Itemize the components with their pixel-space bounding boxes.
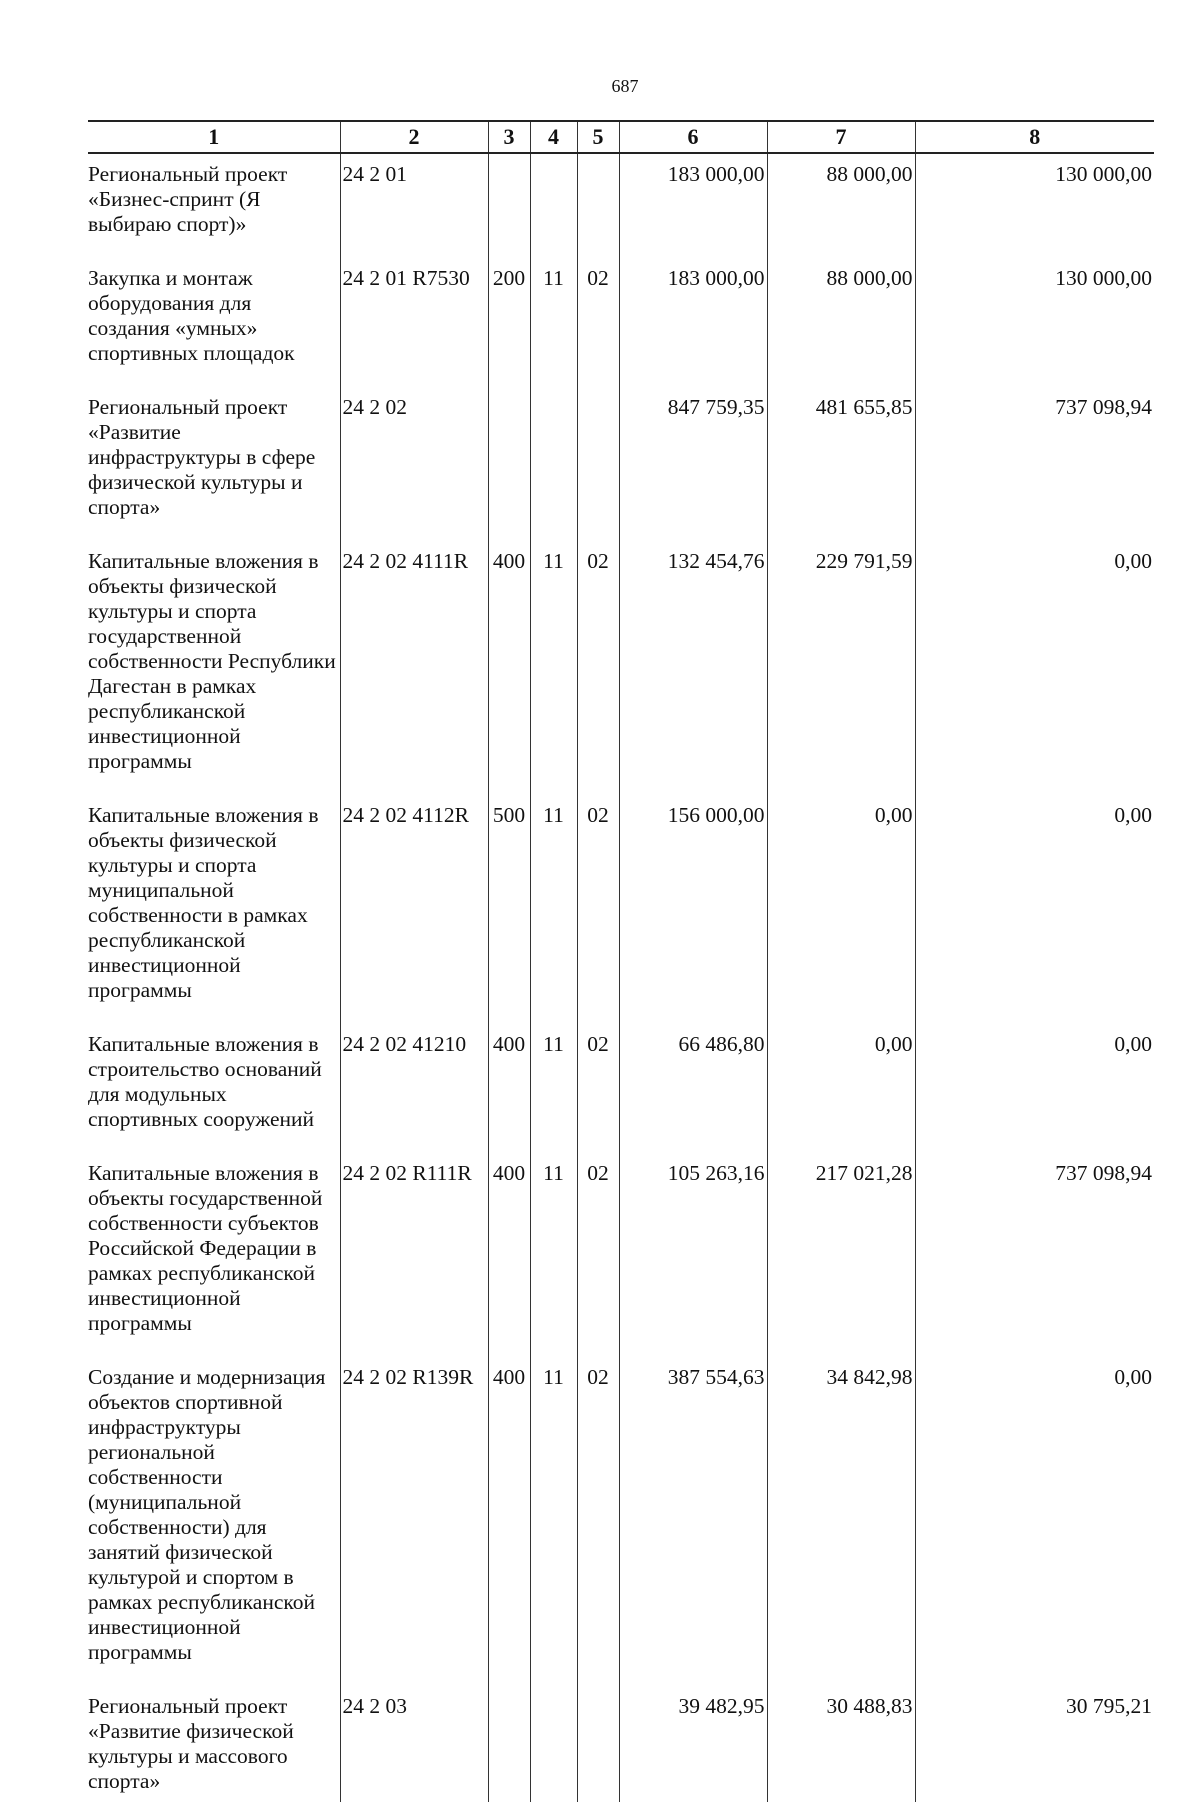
cell-v8: 130 000,00 xyxy=(915,153,1154,258)
cell-v6: 105 263,16 xyxy=(619,1153,767,1357)
table-row xyxy=(88,153,1154,258)
cell-c5: 02 xyxy=(577,258,619,387)
cell-v8: 737 098,94 xyxy=(915,387,1154,541)
cell-v7: 0,00 xyxy=(767,795,915,1024)
cell-c4: 11 xyxy=(530,1153,577,1357)
cell-v8: 0,00 xyxy=(915,1357,1154,1686)
cell-v8: 0,00 xyxy=(915,541,1154,795)
cell-v6: 387 554,63 xyxy=(619,1357,767,1686)
cell-c3: 400 xyxy=(488,1357,530,1686)
cell-c5 xyxy=(577,387,619,541)
cell-c4 xyxy=(530,153,577,258)
cell-code: 24 2 02 41210 xyxy=(340,1024,488,1153)
table-row xyxy=(88,1153,1154,1357)
cell-v7: 481 655,85 xyxy=(767,387,915,541)
table-row xyxy=(88,541,1154,795)
cell-c4: 11 xyxy=(530,258,577,387)
cell-code: 24 2 02 4112R xyxy=(340,795,488,1024)
cell-name: Капитальные вложения в объекты физической культуры и спорта государственной собственности Республики Дагестан в рамках республиканской инвестиционной программы xyxy=(88,541,340,795)
cell-v7: 217 021,28 xyxy=(767,1153,915,1357)
cell-c3: 200 xyxy=(488,258,530,387)
cell-c3: 400 xyxy=(488,541,530,795)
table-row xyxy=(88,1357,1154,1686)
col-header-2: 2 xyxy=(340,121,488,153)
cell-name: Создание и модернизация объектов спортивной инфраструктуры региональной собственности (муниципальной собственности) для занятий физической культурой и спортом в рамках республиканской инвестиционной программы xyxy=(88,1357,340,1686)
col-header-8: 8 xyxy=(915,121,1154,153)
cell-v8: 737 098,94 xyxy=(915,1153,1154,1357)
cell-c5: 02 xyxy=(577,1024,619,1153)
budget-table xyxy=(88,120,1154,1802)
table-row xyxy=(88,258,1154,387)
cell-name: Капитальные вложения в объекты физической культуры и спорта муниципальной собственности в рамках республиканской инвестиционной программы xyxy=(88,795,340,1024)
cell-c5: 02 xyxy=(577,541,619,795)
cell-c3 xyxy=(488,153,530,258)
cell-c4: 11 xyxy=(530,795,577,1024)
cell-c5: 02 xyxy=(577,795,619,1024)
table-row xyxy=(88,1686,1154,1802)
cell-code: 24 2 02 xyxy=(340,387,488,541)
cell-v6: 183 000,00 xyxy=(619,153,767,258)
cell-v7: 88 000,00 xyxy=(767,258,915,387)
col-header-7: 7 xyxy=(767,121,915,153)
cell-v6: 847 759,35 xyxy=(619,387,767,541)
cell-v8: 0,00 xyxy=(915,1024,1154,1153)
cell-code: 24 2 02 R111R xyxy=(340,1153,488,1357)
cell-v7: 0,00 xyxy=(767,1024,915,1153)
table-row xyxy=(88,795,1154,1024)
cell-c4 xyxy=(530,387,577,541)
col-header-3: 3 xyxy=(488,121,530,153)
cell-c5: 02 xyxy=(577,1153,619,1357)
cell-c4: 11 xyxy=(530,541,577,795)
cell-v6: 156 000,00 xyxy=(619,795,767,1024)
cell-v8: 30 795,21 xyxy=(915,1686,1154,1802)
cell-v7: 88 000,00 xyxy=(767,153,915,258)
col-header-5: 5 xyxy=(577,121,619,153)
cell-code: 24 2 02 R139R xyxy=(340,1357,488,1686)
cell-c3 xyxy=(488,387,530,541)
cell-c4 xyxy=(530,1686,577,1802)
cell-code: 24 2 01 R7530 xyxy=(340,258,488,387)
cell-v6: 66 486,80 xyxy=(619,1024,767,1153)
cell-c5: 02 xyxy=(577,1357,619,1686)
header-row xyxy=(88,121,1154,153)
cell-code: 24 2 02 4111R xyxy=(340,541,488,795)
cell-c3: 400 xyxy=(488,1153,530,1357)
cell-name: Региональный проект «Развитие инфраструктуры в сфере физической культуры и спорта» xyxy=(88,387,340,541)
col-header-1: 1 xyxy=(88,121,340,153)
cell-c3: 400 xyxy=(488,1024,530,1153)
cell-c4: 11 xyxy=(530,1357,577,1686)
cell-c3 xyxy=(488,1686,530,1802)
cell-v6: 183 000,00 xyxy=(619,258,767,387)
page-number: 687 xyxy=(611,76,639,96)
col-header-4: 4 xyxy=(530,121,577,153)
table-row xyxy=(88,1024,1154,1153)
cell-v7: 229 791,59 xyxy=(767,541,915,795)
cell-name: Закупка и монтаж оборудования для создания «умных» спортивных площадок xyxy=(88,258,340,387)
cell-v7: 30 488,83 xyxy=(767,1686,915,1802)
cell-name: Региональный проект «Развитие физической культуры и массового спорта» xyxy=(88,1686,340,1802)
cell-v7: 34 842,98 xyxy=(767,1357,915,1686)
cell-c3: 500 xyxy=(488,795,530,1024)
cell-v8: 0,00 xyxy=(915,795,1154,1024)
cell-name: Региональный проект «Бизнес-спринт (Я выбираю спорт)» xyxy=(88,153,340,258)
col-header-6: 6 xyxy=(619,121,767,153)
cell-code: 24 2 01 xyxy=(340,153,488,258)
cell-c5 xyxy=(577,153,619,258)
cell-v6: 39 482,95 xyxy=(619,1686,767,1802)
cell-v6: 132 454,76 xyxy=(619,541,767,795)
cell-name: Капитальные вложения в объекты государственной собственности субъектов Российской Федерации в рамках республиканской инвестиционной программы xyxy=(88,1153,340,1357)
cell-code: 24 2 03 xyxy=(340,1686,488,1802)
cell-v8: 130 000,00 xyxy=(915,258,1154,387)
cell-c5 xyxy=(577,1686,619,1802)
table-row xyxy=(88,387,1154,541)
cell-name: Капитальные вложения в строительство оснований для модульных спортивных сооружений xyxy=(88,1024,340,1153)
cell-c4: 11 xyxy=(530,1024,577,1153)
